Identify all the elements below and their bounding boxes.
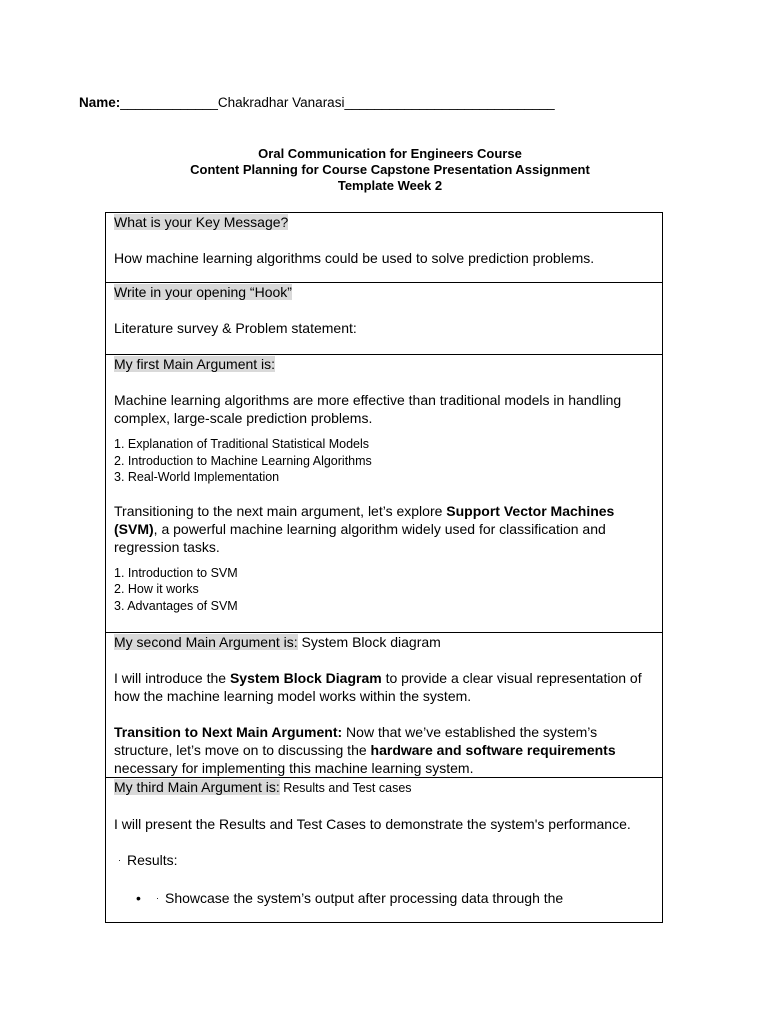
svm-bold: Support Vector Machines (SVM) [114,502,615,537]
block-diagram-bold: System Block Diagram [229,670,382,686]
key-message-row [106,213,663,283]
block-diagram-intro: I will introduce the System Block Diagram to provide a clear visual representation of how the machine learning model works within the system. [114,670,642,704]
first-argument-row [106,355,663,633]
hook-row [106,283,663,355]
third-argument-row [106,778,663,923]
transition-label: Transition to Next Main Argument: [114,724,343,740]
planning-template-table [105,212,663,923]
results-bullet-text: Showcase the system’s output after processing data through the [165,889,564,906]
second-argument-row [106,633,663,778]
key-message-prompt: What is your Key Message? [114,214,289,230]
second-argument-prompt: My second Main Argument is: [114,634,298,650]
middle-dot-icon: · [118,854,121,865]
first-argument-point: 3. Real-World Implementation [114,470,280,484]
svm-point: 1. Introduction to SVM [114,565,238,580]
name-line [79,95,555,110]
name-prefix-line: _____________ [120,95,218,110]
key-message-cell [106,213,663,283]
third-argument-prompt: My third Main Argument is: [114,779,280,795]
assignment-title: Content Planning for Course Capstone Presentation Assignment [190,162,590,177]
svm-point: 3. Advantages of SVM [114,598,238,613]
requirements-transition: Transition to Next Main Argument: Now that we’ve established the system’s structure, let’s move on to discussing the hardware and software requirements necessary for implementing this machine learning system. [114,724,616,776]
hook-answer: Literature survey & Problem statement: [114,320,357,336]
first-argument-statement: Machine learning algorithms are more effective than traditional models in handling complex, large-scale prediction problems. [114,392,622,426]
name-label: Name: [79,95,121,110]
second-argument-title: System Block diagram [297,634,441,650]
results-bullet [114,889,654,909]
bullet-icon: • [136,889,141,906]
name-suffix-line: ____________________________ [344,95,555,110]
svm-transition: Transitioning to the next main argument, let’s explore Support Vector Machines (SVM), a powerful machine learning algorithm widely used for classification and regression tasks. [114,502,615,555]
first-argument-point: 2. Introduction to Machine Learning Algorithms [114,453,372,468]
first-argument-point: 1. Explanation of Traditional Statistical Models [114,437,369,451]
first-argument-cell [106,355,663,633]
second-argument-cell [106,633,663,778]
document-heading [0,146,768,194]
svm-point: 2. How it works [114,582,199,596]
key-message-answer: How machine learning algorithms could be used to solve prediction problems. [114,250,595,266]
hook-prompt: Write in your opening “Hook” [114,284,292,300]
third-argument-cell [106,778,663,923]
results-intro: I will present the Results and Test Cases to demonstrate the system's performance. [114,815,631,832]
hook-cell [106,283,663,355]
first-argument-prompt: My first Main Argument is: [114,356,276,372]
third-argument-title: Results and Test cases [279,781,412,795]
name-value: Chakradhar Vanarasi [217,95,345,110]
results-heading: · Results: [118,851,178,868]
middle-dot-icon: · [156,892,159,903]
requirements-bold: hardware and software requirements [370,742,616,758]
template-week: Template Week 2 [337,178,443,193]
course-title: Oral Communication for Engineers Course [258,146,522,161]
